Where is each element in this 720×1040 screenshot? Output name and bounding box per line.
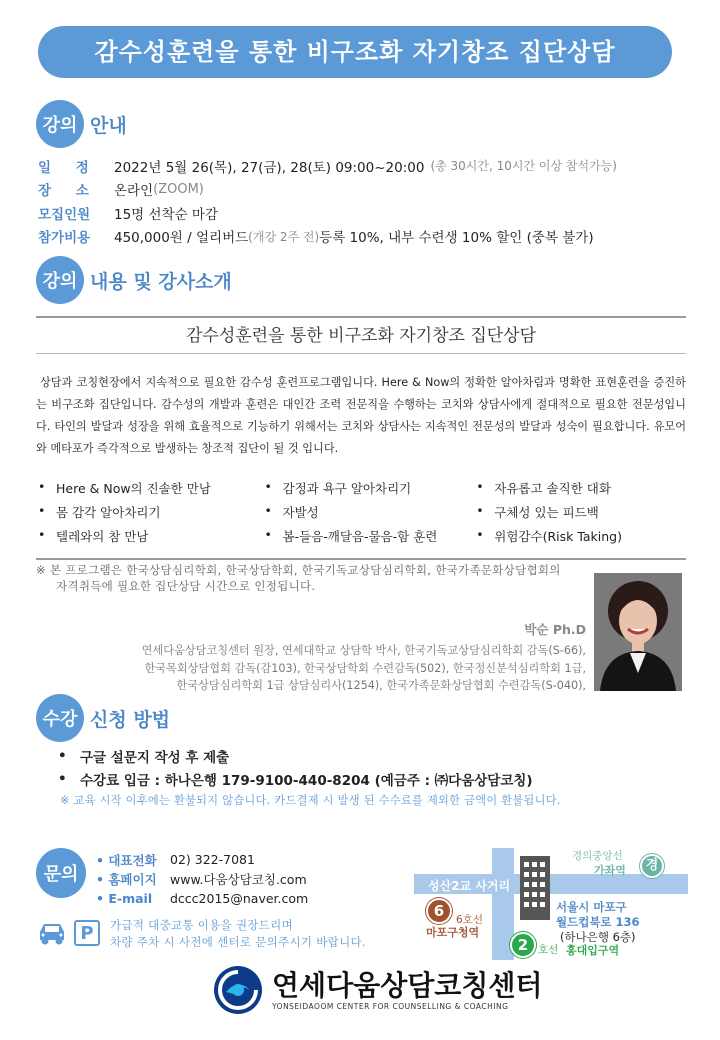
banner-title: 감수성훈련을 통한 비구조화 자기창조 집단상담: [38, 26, 672, 78]
section-info-header: [36, 100, 127, 148]
bullet-dot: •: [58, 770, 67, 787]
transport-line: 차량 주차 시 사전에 센터로 문의주시기 바랍니다.: [110, 935, 366, 949]
line6-text: 6호선: [456, 914, 483, 926]
fee-note: (개강 2주 전): [248, 229, 320, 244]
car-icon: [36, 920, 68, 946]
bullet-row: [36, 500, 686, 524]
building-icon: [520, 856, 550, 920]
refund-note: ※ 교육 시작 이후에는 환불되지 않습니다. 카드결제 시 발생 된 수수료를 제외한 금액이 환불됩니다.: [60, 794, 561, 807]
credential-line: 한국상담심리학회 1급 상담심리사(1254), 한국가족문화상담협회 수련감독(S-040),: [176, 679, 586, 692]
bullet-item: 몸 감각 알아차리기: [56, 505, 161, 520]
place-value: 온라인: [114, 183, 154, 200]
section-badge: 강의: [36, 100, 84, 148]
date-label: 일 정: [38, 159, 99, 176]
fee-value-a: 450,000원 / 얼리버드: [114, 230, 249, 247]
credential-line: 연세다움상담코칭센터 원장, 연세대학교 상담학 박사, 한국기독교상담심리학회 감독(S-66),: [141, 644, 586, 657]
bullet-row: [36, 476, 686, 500]
contact-value: 02) 322-7081: [170, 852, 255, 868]
bullet-item: 구체성 있는 피드백: [494, 505, 599, 520]
accreditation-note: [36, 562, 596, 594]
bullet-item: 봄-들음-깨달음-물음-함 훈련: [282, 529, 438, 544]
transport-icons: [36, 920, 100, 946]
center-logo: [212, 964, 542, 1016]
section-badge: 수강: [36, 694, 84, 742]
info-row-recruit: [38, 201, 617, 225]
section-title: 안내: [90, 114, 127, 137]
line6-badge: 6: [426, 898, 452, 924]
gyeongui-station: 가좌역: [594, 864, 626, 877]
transport-line: 가급적 대중교통 이용을 권장드리며: [110, 918, 293, 932]
section-apply-header: [36, 694, 170, 742]
address-line: (하나은행 6층): [560, 930, 636, 944]
contact-phone: [96, 850, 308, 870]
section-content-header: [36, 256, 232, 304]
course-description: 상담과 코칭현장에서 지속적으로 필요한 감수성 훈련프로그램입니다. Here & Now의 정확한 알아차림과 명확한 표현훈련을 증진하는 비구조화 집단입니다. 감수성의 개발과 훈련은 대인간 조력 전문직을 수행하는 코치와 상담사에게 절대적으로 필요한 전문성입니다. 타인의 발달과 성장을 위해 효율적으로 기능하기 위해서는 코치와 상담사는 지속적인 전문성의 발달과 성숙이 필요합니다. 유모어와 메타포가 즉각적으로 발생하는 창조적 집단이 될 것 입니다.: [36, 376, 686, 455]
gyeongui-badge: 경: [640, 854, 664, 878]
professor-name: 박순 Ph.D: [524, 622, 586, 637]
bullet-item: 자발성: [282, 505, 319, 520]
info-row-place: [38, 178, 617, 202]
fee-label: 참가비용: [38, 230, 91, 247]
parking-letter: P: [80, 922, 94, 944]
info-table: [38, 154, 617, 248]
bullet-dot: •: [38, 479, 46, 494]
bullet-dot: •: [58, 747, 67, 764]
contact-email: [96, 889, 308, 909]
section-badge: 강의: [36, 256, 84, 304]
contact-homepage: [96, 870, 308, 890]
intersection-label: 성산2교 사거리: [428, 879, 511, 893]
address-line: 서울시 마포구: [556, 900, 627, 914]
transport-note: [110, 917, 366, 951]
apply-text: 수강료 입금 : 하나은행 179-9100-440-8204 (예금주 : ㈜다움상담코칭): [80, 772, 533, 789]
bullet-dot: •: [476, 527, 484, 542]
contact-key: • E-mail: [96, 891, 153, 907]
recruit-label: 모집인원: [38, 206, 91, 223]
gyeongui-line: 경의중앙선: [572, 850, 623, 862]
contact-list: [96, 850, 308, 909]
bullet-dot: •: [264, 527, 272, 542]
bullet-row: [36, 524, 686, 548]
logo-name: 연세다움상담코칭센터: [272, 968, 543, 1002]
bullet-dot: •: [476, 479, 484, 494]
line2-station: 홍대입구역: [566, 944, 620, 957]
contact-value: dccc2015@naver.com: [170, 891, 309, 907]
date-value: 2022년 5월 26(목), 27(금), 28(토) 09:00~20:00: [114, 159, 425, 176]
section-title: 내용 및 강사소개: [90, 270, 232, 293]
professor-photo: [594, 573, 682, 691]
line2-badge: 2: [510, 932, 536, 958]
address-line: 월드컵북로 136: [556, 915, 640, 929]
course-title: 감수성훈련을 통한 비구조화 자기창조 집단상담: [36, 316, 686, 354]
bullet-dot: •: [264, 503, 272, 518]
contact-key: • 대표전화: [96, 852, 157, 868]
bullet-item: 감정과 욕구 알아차리기: [282, 481, 412, 496]
apply-item: [58, 767, 533, 790]
logo-subtitle: YONSEIDAOOM CENTER FOR COUNSELLING & COACHING: [272, 1001, 509, 1011]
place-label: 장 소: [38, 183, 99, 200]
line6-station: 마포구청역: [426, 926, 480, 939]
recruit-value: 15명 선착순 마감: [114, 206, 219, 223]
credential-line: 한국목회상담협회 감독(감103), 한국상담학회 수련감독(502), 한국정신분석심리학회 1급,: [144, 661, 586, 675]
contact-key: • 홈페이지: [96, 872, 157, 888]
parking-icon: [74, 920, 100, 946]
bullet-item: 자유롭고 솔직한 대화: [494, 481, 611, 496]
line2-text: 호선: [538, 944, 559, 956]
note-line: ※ 본 프로그램은 한국상담심리학회, 한국상담학회, 한국기독교상담심리학회, 한국가족문화상담협회의: [36, 563, 561, 577]
topic-bullets: [36, 476, 686, 560]
logo-icon: [212, 964, 264, 1016]
place-note: (ZOOM): [153, 181, 204, 197]
bullet-dot: •: [38, 527, 46, 542]
professor-credentials: [36, 642, 586, 695]
date-note: (총 30시간, 10시간 이상 참석가능): [430, 159, 617, 174]
info-row-date: [38, 154, 617, 178]
note-line: 자격취득에 필요한 집단상담 시간으로 인정됩니다.: [56, 579, 316, 593]
section-title: 신청 방법: [90, 708, 171, 731]
fee-value-b: 등록 10%, 내부 수련생 10% 할인 (중복 불가): [319, 230, 594, 247]
bullet-dot: •: [264, 479, 272, 494]
info-row-fee: [38, 225, 617, 249]
bullet-item: Here & Now의 진솔한 만남: [56, 481, 211, 496]
bullet-dot: •: [38, 503, 46, 518]
apply-text: 구글 설문지 작성 후 제출: [80, 749, 230, 766]
location-map: [414, 842, 688, 960]
bullet-item: 텔레와의 참 만남: [56, 529, 149, 544]
contact-value: www.다움상담코칭.com: [170, 872, 307, 888]
contact-badge: 문의: [36, 848, 86, 898]
apply-list: [58, 744, 533, 790]
bullet-item: 위험감수(Risk Taking): [494, 529, 622, 544]
apply-item: [58, 744, 533, 767]
bullet-dot: •: [476, 503, 484, 518]
